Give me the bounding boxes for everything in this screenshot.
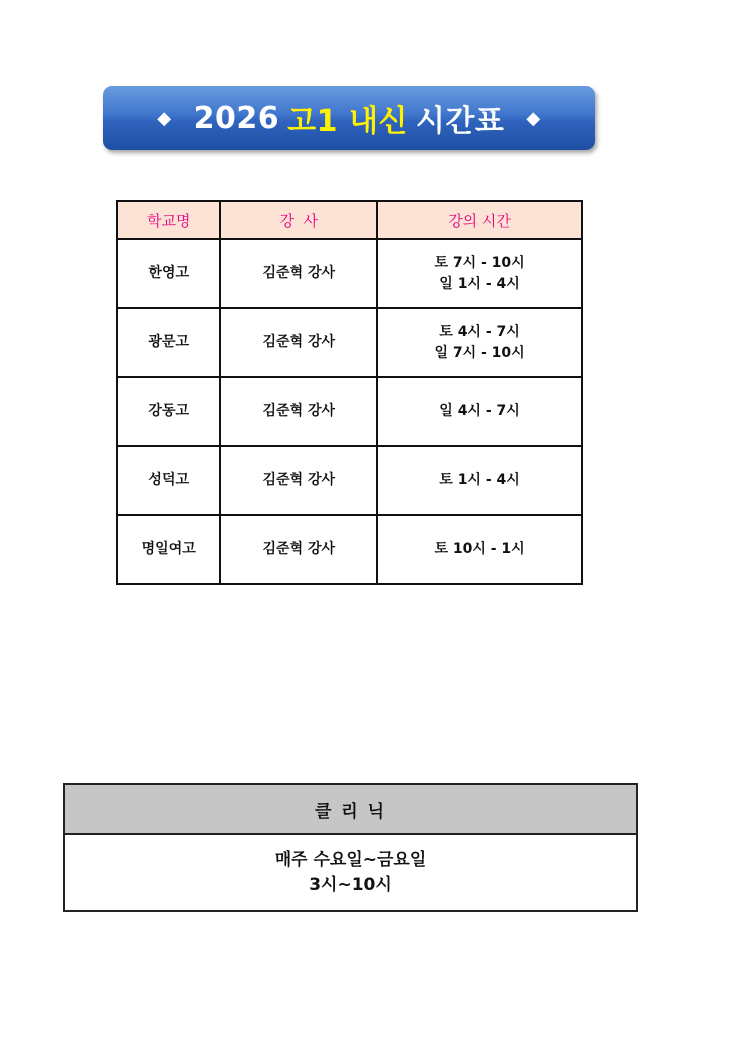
table-header-row bbox=[117, 201, 582, 239]
banner-suffix: 시간표 bbox=[415, 104, 505, 139]
clinic-title: 클 리 닉 bbox=[65, 785, 636, 835]
teacher-cell: 김준혁 강사 bbox=[220, 515, 377, 584]
header-school: 학교명 bbox=[117, 201, 220, 239]
time-line: 일 4시 - 7시 bbox=[439, 403, 520, 419]
time-cell bbox=[377, 377, 582, 446]
time-line: 일 1시 - 4시 bbox=[439, 275, 520, 292]
table-row bbox=[117, 446, 582, 515]
school-cell: 강동고 bbox=[117, 377, 220, 446]
clinic-days: 매주 수요일~금요일 bbox=[274, 849, 427, 870]
time-line: 토 4시 - 7시 bbox=[439, 323, 520, 340]
time-cell bbox=[377, 515, 582, 584]
school-cell: 성덕고 bbox=[117, 446, 220, 515]
schedule-table bbox=[116, 200, 583, 585]
diamond-left-icon: ◆ bbox=[157, 107, 172, 129]
table-row bbox=[117, 515, 582, 584]
teacher-cell: 김준혁 강사 bbox=[220, 446, 377, 515]
header-time: 강의 시간 bbox=[377, 201, 582, 239]
table-row bbox=[117, 308, 582, 377]
teacher-cell: 김준혁 강사 bbox=[220, 377, 377, 446]
time-line: 토 7시 - 10시 bbox=[434, 254, 525, 271]
header-teacher: 강 사 bbox=[220, 201, 377, 239]
banner-year: 2026 bbox=[193, 100, 280, 136]
title-banner bbox=[103, 86, 595, 150]
banner-highlight: 고1 내신 bbox=[287, 104, 408, 139]
time-line: 일 7시 - 10시 bbox=[434, 344, 525, 361]
time-cell bbox=[377, 308, 582, 377]
time-line: 토 10시 - 1시 bbox=[434, 541, 525, 557]
school-cell: 광문고 bbox=[117, 308, 220, 377]
diamond-right-icon: ◆ bbox=[526, 107, 541, 129]
table-row bbox=[117, 377, 582, 446]
table-row bbox=[117, 239, 582, 308]
time-line: 토 1시 - 4시 bbox=[439, 472, 520, 488]
clinic-hours: 3시~10시 bbox=[309, 874, 392, 895]
clinic-box bbox=[63, 783, 638, 912]
school-cell: 한영고 bbox=[117, 239, 220, 308]
school-cell: 명일여고 bbox=[117, 515, 220, 584]
clinic-body bbox=[65, 835, 636, 910]
teacher-cell: 김준혁 강사 bbox=[220, 308, 377, 377]
teacher-cell: 김준혁 강사 bbox=[220, 239, 377, 308]
time-cell bbox=[377, 446, 582, 515]
time-cell bbox=[377, 239, 582, 308]
